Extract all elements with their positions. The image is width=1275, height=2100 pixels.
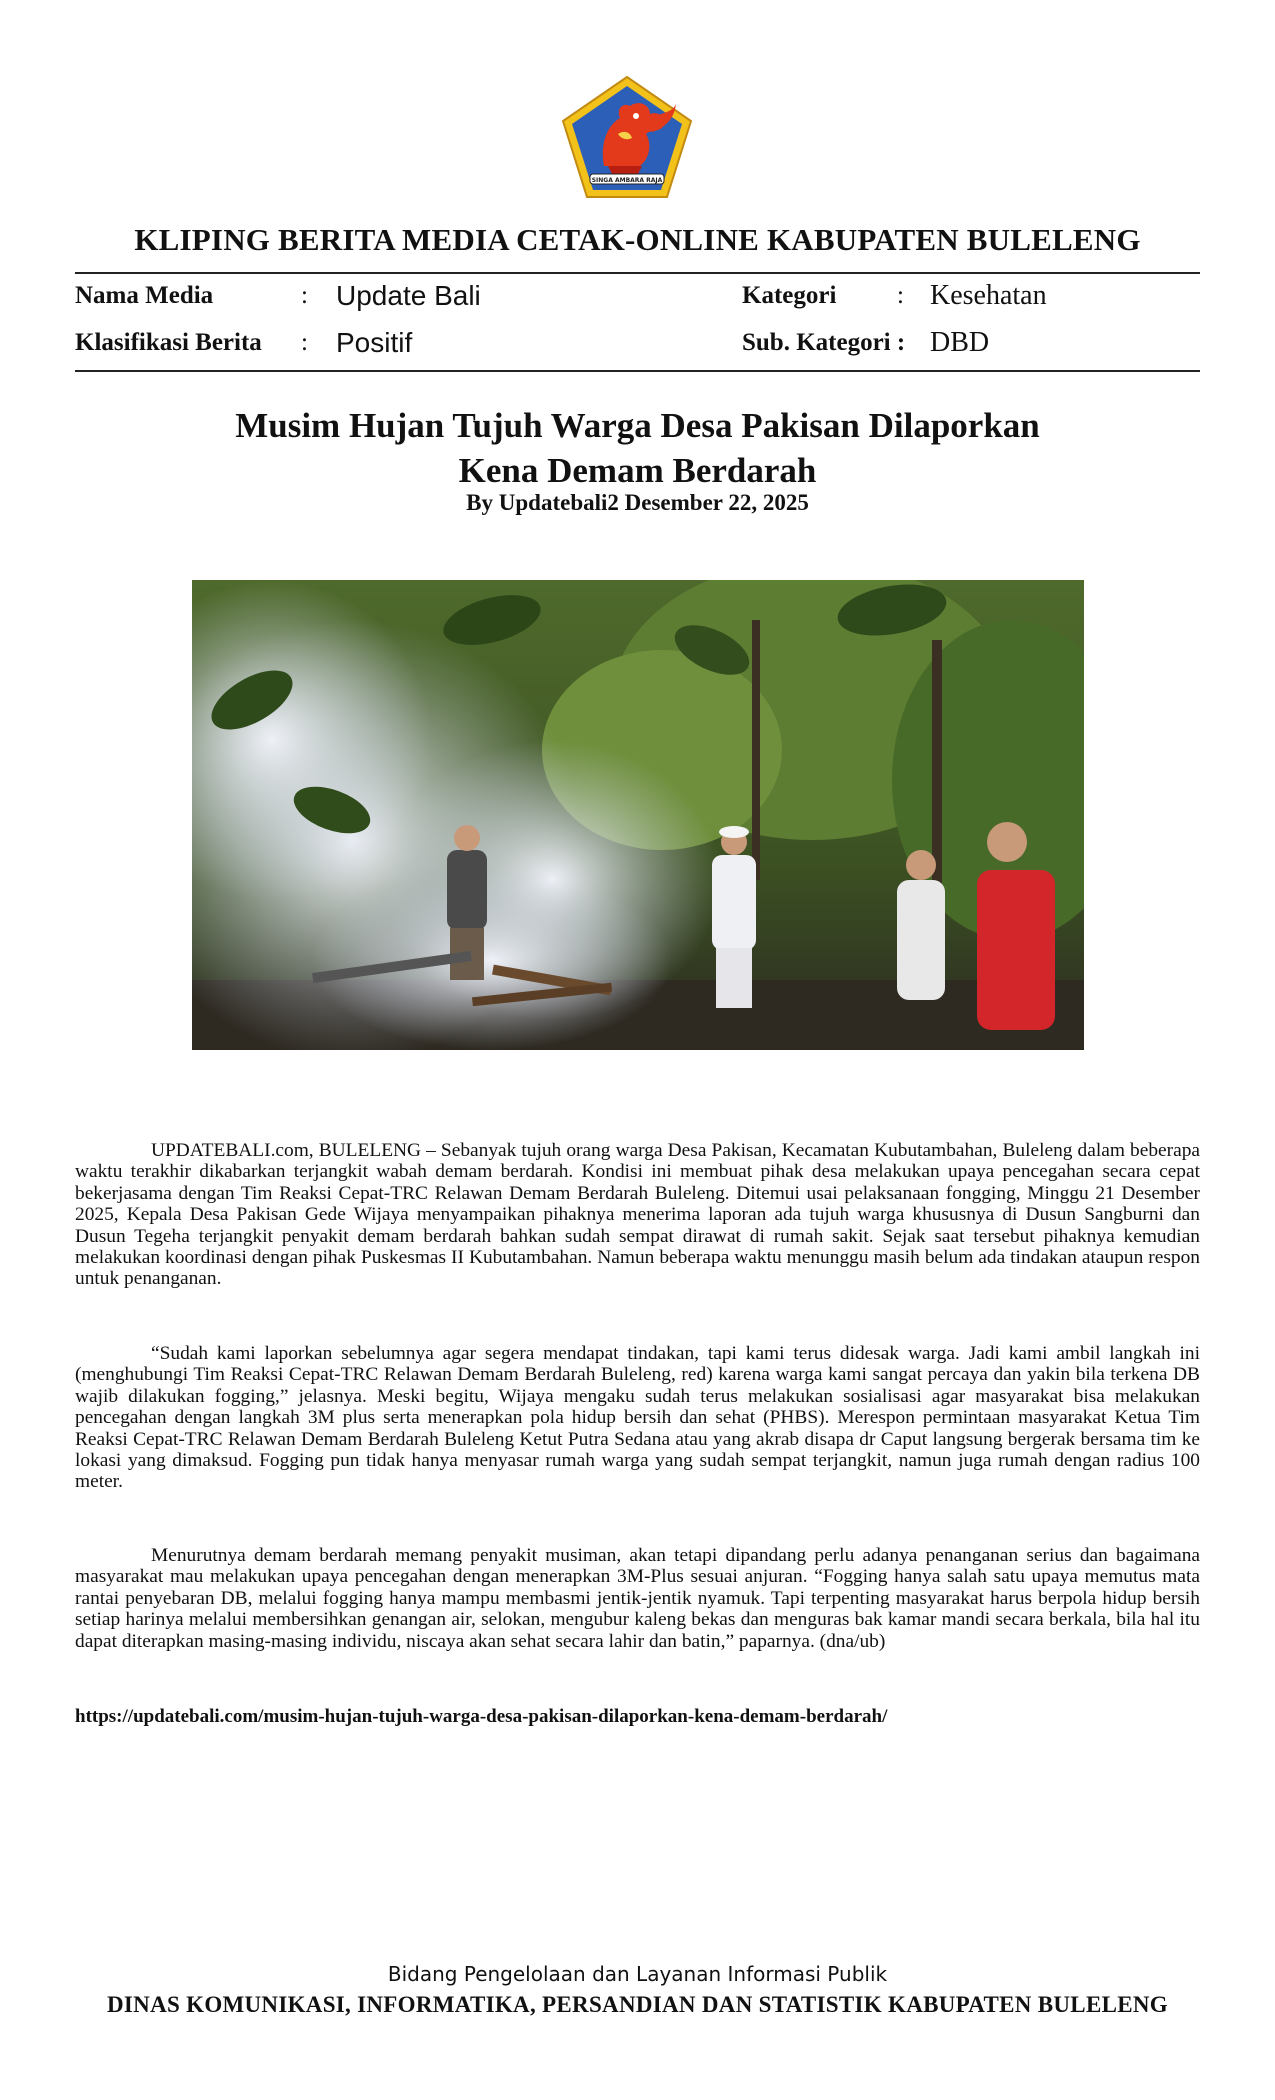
article-headline-line2: Kena Demam Berdarah [458, 451, 817, 490]
klasifikasi-value: Positif [336, 327, 413, 358]
klasifikasi-colon: : [301, 329, 308, 356]
header-divider-top [75, 272, 1200, 274]
logo-motto: SINGA AMBARA RAJA [591, 177, 663, 184]
kategori-colon: : [897, 282, 904, 309]
page-title: KLIPING BERITA MEDIA CETAK-ONLINE KABUPATEN BULELENG [134, 222, 1141, 257]
kategori-value: Kesehatan [930, 280, 1047, 311]
fogging-photo [192, 580, 1084, 1050]
sub-kategori-value: DBD [930, 327, 990, 358]
article-source-link[interactable]: https://updatebali.com/musim-hujan-tujuh-warga-desa-pakisan-dilaporkan-kena-demam-berdarah/ [75, 1706, 888, 1727]
article-paragraph: UPDATEBALI.com, BULELENG – Sebanyak tujuh orang warga Desa Pakisan, Kecamatan Kubutambahan, Buleleng dalam beberapa waktu terakhir dikabarkan terjangkit wabah demam berdarah. Kondisi ini membuat pihak desa melakukan upaya pencegahan secara cepat bekerjasama dengan Tim Reaksi Cepat-TRC Relawan Demam Berdarah Buleleng. Ditemui usai pelaksanaan fongging, Minggu 21 Desember 2025, Kepala Desa Pakisan Gede Wijaya menyampaikan pihaknya menerima laporan ada tujuh warga khususnya di Dusun Sangburni dan Dusun Tegeha terjangkit penyakit demam berdarah bahkan sudah sempat dirawat di rumah sakit. Sejak saat tersebut pihaknya kemudian melakukan koordinasi dengan pihak Puskesmas II Kubutambahan. Namun beberapa waktu menunggu masih belum ada tindakan ataupun respon untuk penanganan. [75, 1140, 1200, 1290]
article-paragraph: Menurutnya demam berdarah memang penyakit musiman, akan tetapi dipandang perlu adanya penanganan serius dan bagaimana masyarakat mau melakukan upaya pencegahan dengan menerapkan 3M-Plus sesuai anjuran. “Fogging hanya salah satu upaya memutus mata rantai penyebaran DB, melalui fogging hanya mampu membasmi jentik-jentik nyamuk. Tapi terpenting masyarakat harus berpola hidup bersih setiap harinya melalui membersihkan genangan air, selokan, mengubur kaleng bekas dan menguras bak kamar mandi secara berkala, bila hal itu dapat diterapkan masing-masing individu, niscaya akan sehat secara lahir dan batin,” paparnya. (dna/ub) [75, 1545, 1200, 1652]
media-colon: : [301, 282, 308, 309]
header-divider-bottom [75, 370, 1200, 372]
article-byline: By Updatebali2 Desember 22, 2025 [466, 490, 809, 515]
sub-kategori-label: Sub. Kategori : [742, 329, 906, 356]
article-headline-line1: Musim Hujan Tujuh Warga Desa Pakisan Dilaporkan [235, 406, 1040, 445]
klasifikasi-label: Klasifikasi Berita [75, 329, 262, 356]
buleleng-regency-emblem-icon [560, 74, 694, 200]
kategori-label: Kategori [742, 282, 837, 309]
article-paragraph: “Sudah kami laporkan sebelumnya agar segera mendapat tindakan, tapi kami terus didesak warga. Jadi kami ambil langkah ini (menghubungi Tim Reaksi Cepat-TRC Relawan Demam Berdarah Buleleng, red) karena warga kami sangat percaya dan yakin bila terkena DB wajib dilakukan fogging,” jelasnya. Meski begitu, Wijaya mengaku sudah terus melakukan sosialisasi agar masyarakat bisa melakukan pencegahan dengan langkah 3M plus serta menerapkan pola hidup bersih dan sehat (PHBS). Merespon permintaan masyarakat Ketua Tim Reaksi Cepat-TRC Relawan Demam Berdarah Buleleng Ketut Putra Sedana atau yang akrab disapa dr Caput langsung bergerak bersama tim ke lokasi yang dimaksud. Fogging pun tidak hanya menyasar rumah warga yang sudah sempat terjangkit, namun juga rumah dengan radius 100 meter. [75, 1343, 1200, 1493]
footer-agency: DINAS KOMUNIKASI, INFORMATIKA, PERSANDIAN DAN STATISTIK KABUPATEN BULELENG [107, 1992, 1168, 2017]
footer-division: Bidang Pengelolaan dan Layanan Informasi Publik [387, 1962, 888, 1986]
media-label: Nama Media [75, 282, 214, 309]
media-value: Update Bali [336, 280, 481, 311]
